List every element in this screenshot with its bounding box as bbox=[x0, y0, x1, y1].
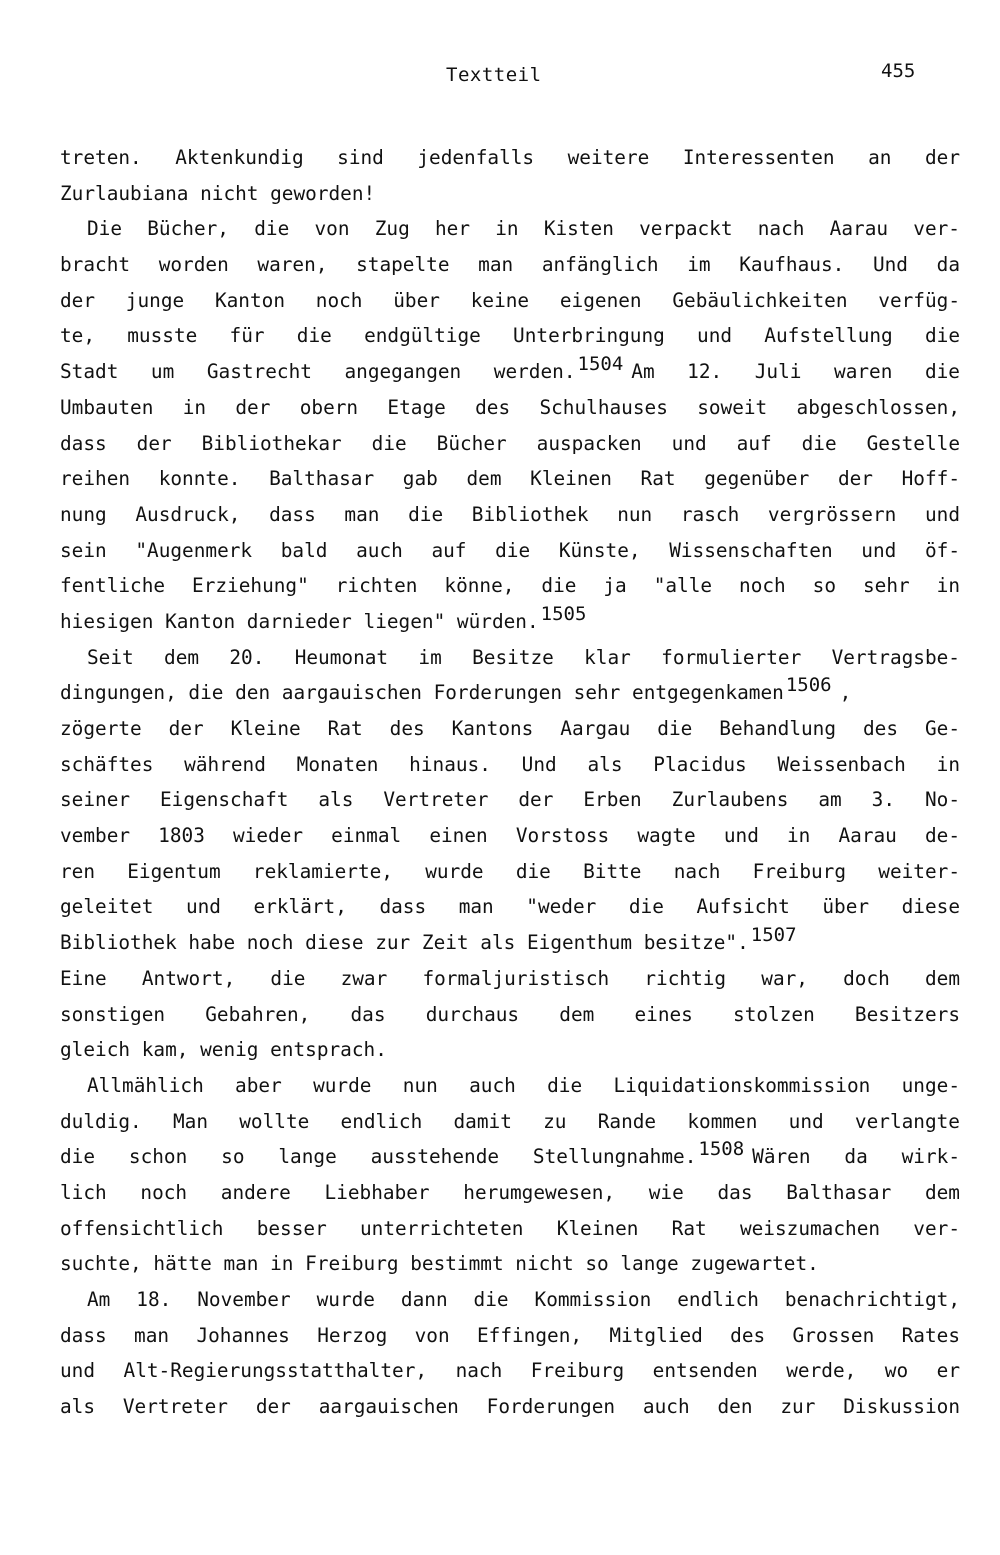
text-segment: Stadt um Gastrecht angegangen werden. bbox=[60, 360, 576, 384]
text-line: treten. Aktenkundig sind jedenfalls weitere Interessenten an der bbox=[60, 146, 960, 169]
text-line: Eine Antwort, die zwar formaljuristisch richtig war, doch dem bbox=[60, 966, 960, 990]
text-line: gleich kam, wenig entsprach. bbox=[60, 1038, 387, 1062]
text-segment: Am 12. Juli waren die bbox=[631, 360, 960, 384]
body-text bbox=[60, 140, 960, 1425]
text-line: zögerte der Kleine Rat des Kantons Aargau die Behandlung des Ge- bbox=[60, 717, 960, 740]
text-segment: dingungen, die den aargauischen Forderungen sehr entgegenkamen bbox=[60, 681, 784, 705]
text-line: fentliche Erziehung" richten könne, die ja "alle noch so sehr in bbox=[60, 574, 960, 598]
text-line: bracht worden waren, stapelte man anfänglich im Kaufhaus. Und da bbox=[60, 253, 960, 277]
footnote-marker: 1508 bbox=[698, 1138, 745, 1161]
text-line: schäftes während Monaten hinaus. Und als Placidus Weissenbach in bbox=[60, 752, 960, 776]
text-line: offensichtlich besser unterrichteten Kleinen Rat weiszumachen ver- bbox=[60, 1216, 960, 1240]
text-line: dass man Johannes Herzog von Effingen, Mitglied des Grossen Rates bbox=[60, 1323, 960, 1347]
text-line: ren Eigentum reklamierte, wurde die Bitte nach Freiburg weiter- bbox=[60, 859, 960, 883]
footnote-marker: 1504 bbox=[577, 353, 624, 376]
text-line: Die Bücher, die von Zug her in Kisten verpackt nach Aarau ver- bbox=[87, 217, 960, 241]
footnote-marker: 1507 bbox=[750, 924, 797, 947]
text-line: sein "Augenmerk bald auch auf die Künste, Wissenschaften und öf- bbox=[60, 538, 960, 562]
running-head-title: Textteil bbox=[446, 64, 542, 86]
text-line: dass der Bibliothekar die Bücher auspacken und auf die Gestelle bbox=[60, 431, 960, 455]
text-line-with-footnote bbox=[60, 1139, 960, 1175]
text-line-with-footnote bbox=[60, 675, 960, 711]
text-segment: Bibliothek habe noch diese zur Zeit als Eigenthum besitze". bbox=[60, 931, 749, 955]
text-line-with-footnote bbox=[60, 604, 960, 640]
text-line: lich noch andere Liebhaber herumgewesen, wie das Balthasar dem bbox=[60, 1180, 960, 1204]
text-segment: Wären da wirk- bbox=[752, 1145, 960, 1169]
text-segment: die schon so lange ausstehende Stellungnahme. bbox=[60, 1145, 697, 1169]
text-line: duldig. Man wollte endlich damit zu Rande kommen und verlangte bbox=[60, 1109, 960, 1133]
text-line: te, musste für die endgültige Unterbringung und Aufstellung die bbox=[60, 324, 960, 348]
text-line: als Vertreter der aargauischen Forderungen auch den zur Diskussion bbox=[60, 1395, 960, 1419]
footnote-marker: 1506 bbox=[785, 674, 832, 697]
text-line: sonstigen Gebahren, das durchaus dem eines stolzen Besitzers bbox=[60, 1002, 960, 1026]
text-line: seiner Eigenschaft als Vertreter der Erben Zurlaubens am 3. No- bbox=[60, 788, 960, 812]
text-line: Seit dem 20. Heumonat im Besitze klar formulierter Vertragsbe- bbox=[87, 645, 960, 669]
text-line: und Alt-Regierungsstatthalter, nach Freiburg entsenden werde, wo er bbox=[60, 1359, 960, 1383]
text-line: geleitet und erklärt, dass man "weder die Aufsicht über diese bbox=[60, 895, 960, 919]
text-line-with-footnote bbox=[60, 925, 960, 961]
text-segment: hiesigen Kanton darnieder liegen" würden. bbox=[60, 609, 539, 633]
text-line: suchte, hätte man in Freiburg bestimmt nicht so lange zugewartet. bbox=[60, 1252, 819, 1276]
text-line: der junge Kanton noch über keine eigenen Gebäulichkeiten verfüg- bbox=[60, 288, 960, 312]
text-line: Zurlaubiana nicht geworden! bbox=[60, 181, 376, 205]
text-line: Allmählich aber wurde nun auch die Liquidationskommission unge- bbox=[87, 1073, 960, 1097]
page-number: 455 bbox=[881, 60, 916, 82]
text-line-with-footnote bbox=[60, 354, 960, 390]
running-head bbox=[0, 60, 1000, 94]
text-line: nung Ausdruck, dass man die Bibliothek nun rasch vergrössern und bbox=[60, 502, 960, 526]
text-segment: , bbox=[839, 681, 852, 705]
text-line: Umbauten in der obern Etage des Schulhauses soweit abgeschlossen, bbox=[60, 395, 960, 419]
text-line: Am 18. November wurde dann die Kommission endlich benachrichtigt, bbox=[87, 1288, 960, 1311]
text-line: vember 1803 wieder einmal einen Vorstoss wagte und in Aarau de- bbox=[60, 824, 960, 848]
text-line: reihen konnte. Balthasar gab dem Kleinen Rat gegenüber der Hoff- bbox=[60, 467, 960, 491]
footnote-marker: 1505 bbox=[540, 602, 587, 625]
